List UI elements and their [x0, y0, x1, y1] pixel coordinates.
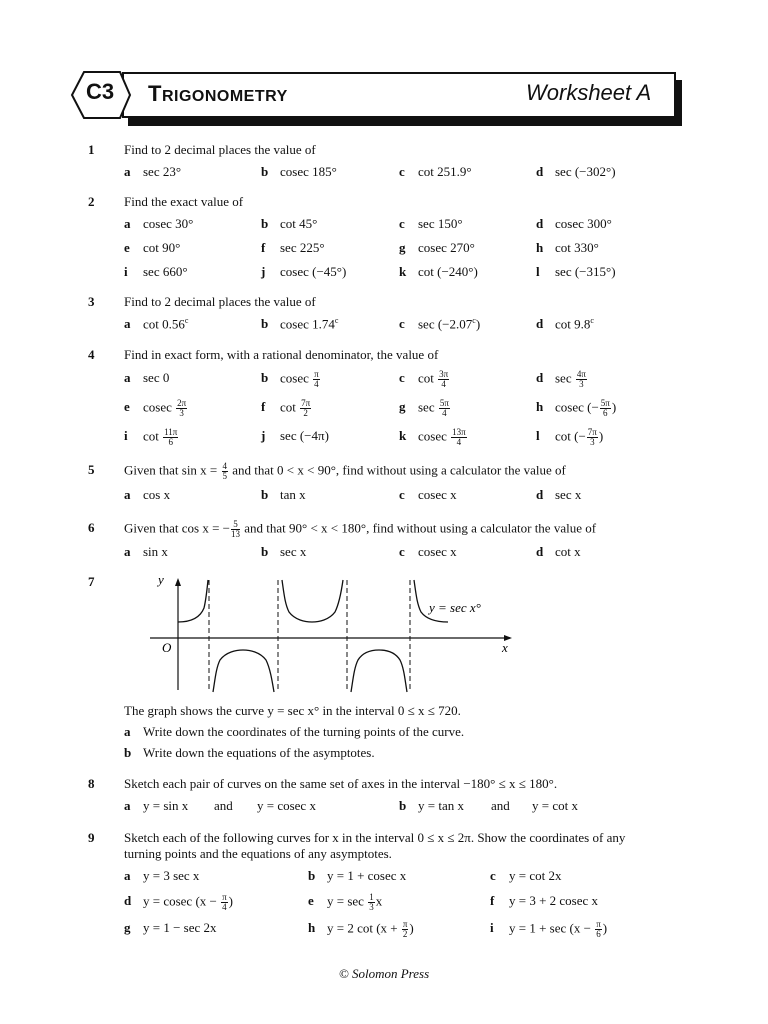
option-h: h y = 2 cot (x + $\frac{\pi}{2}$ )	[308, 919, 414, 939]
option-b: b sec x	[261, 544, 307, 559]
option-a: a y = sin x	[124, 798, 189, 813]
option-e: e cot 90°	[124, 240, 181, 255]
option-k: k cosec $\frac{13\pi}{4}$	[399, 427, 466, 447]
option-c: c cot $\frac{3\pi}{4}$	[399, 369, 449, 389]
option-row	[124, 487, 744, 503]
option-i: i cot $\frac{11\pi}{6}$	[124, 427, 178, 447]
origin-label: O	[162, 640, 172, 655]
option-l: l sec (−315°)	[536, 264, 616, 279]
curve-label: y = sec x°	[429, 600, 481, 615]
question-number: 1	[88, 142, 95, 157]
option-l: l cot (− $\frac{7\pi}{3}$ )	[536, 427, 604, 447]
question-number: 2	[88, 194, 95, 209]
option-f: f sec 225°	[261, 240, 325, 255]
option-g: g cosec 270°	[399, 240, 475, 255]
option-row	[124, 919, 744, 939]
question-stem: Find to 2 decimal places the value of	[124, 142, 316, 157]
question-stem: Sketch each pair of curves on the same set of axes in the interval −180° ≤ x ≤ 180°.	[124, 776, 558, 791]
question-number: 5	[88, 462, 95, 477]
question-number: 6	[88, 520, 95, 535]
option-a: a sec 0	[124, 370, 170, 385]
x-axis-label: x	[502, 640, 508, 655]
option-c: c sec 150°	[399, 216, 463, 231]
option-e: e y = sec $\frac{1}{3}$ x	[308, 892, 383, 912]
option-a: a cot 0.56$^c$	[124, 316, 189, 332]
question-number: 9	[88, 830, 95, 845]
question-stem: Sketch each of the following curves for x in the interval 0 ≤ x ≤ 2π. Show the coordinates of any	[124, 830, 626, 845]
question-stem: Find in exact form, with a rational denominator, the value of	[124, 347, 439, 362]
option-a: a y = 3 sec x	[124, 868, 200, 883]
question-stem-cont: turning points and the equations of any asymptotes.	[124, 846, 392, 861]
curve-branch	[351, 650, 407, 692]
option-row	[124, 398, 744, 418]
option-d: d sec (−302°)	[536, 164, 616, 179]
option-d: d cot 9.8$^c$	[536, 316, 594, 332]
worksheet-label: Worksheet A	[526, 80, 652, 105]
option-a-second: y = cosec x	[257, 798, 316, 813]
option-b: b cosec $\frac{\pi}{4}$	[261, 369, 319, 389]
curve-branch	[178, 580, 208, 622]
question-stem: Given that cos x = − $\frac{5}{13}$ and that 90° < x < 180°, find without using a calculator the value of	[124, 519, 597, 539]
option-row	[124, 264, 744, 280]
question-stem: Find the exact value of	[124, 194, 244, 209]
option-a: a sin x	[124, 544, 168, 559]
option-b: b cosec 1.74$^c$	[261, 316, 339, 332]
option-k: k cot (−240°)	[399, 264, 478, 279]
option-a: a cosec 30°	[124, 216, 194, 231]
option-b: b y = tan x	[399, 798, 464, 813]
option-row	[124, 798, 744, 814]
question-stem: Given that sin x = $\frac{4}{5}$ and that 0 < x < 90°, find without using a calculator the value of	[124, 461, 566, 481]
curve-branch	[213, 650, 274, 692]
option-d: d sec $\frac{4\pi}{3}$	[536, 369, 586, 389]
option-j: j sec (−4π)	[261, 428, 329, 443]
and-label: and	[491, 798, 510, 813]
option-f: f y = 3 + 2 cosec x	[490, 893, 599, 908]
part-a: a Write down the coordinates of the turning points of the curve.	[124, 724, 465, 739]
question-number: 3	[88, 294, 95, 309]
y-axis-arrow-icon	[175, 578, 181, 586]
option-h: h cosec (− $\frac{5\pi}{6}$ )	[536, 398, 617, 418]
option-row	[124, 164, 744, 180]
option-g: g sec $\frac{5\pi}{4}$	[399, 398, 449, 418]
option-b: b cosec 185°	[261, 164, 337, 179]
option-row	[124, 427, 744, 447]
question-number: 4	[88, 347, 95, 362]
option-c: c cosec x	[399, 487, 457, 502]
option-i: i y = 1 + sec (x − $\frac{\pi}{6}$ )	[490, 919, 608, 939]
option-a: a cos x	[124, 487, 171, 502]
option-c: c sec (−2.07$^c$)	[399, 316, 481, 332]
option-c: c cosec x	[399, 544, 457, 559]
option-i: i sec 660°	[124, 264, 188, 279]
option-c: c y = cot 2x	[490, 868, 562, 883]
question-stem: The graph shows the curve y = sec x° in the interval 0 ≤ x ≤ 720.	[124, 703, 461, 718]
option-j: j cosec (−45°)	[261, 264, 347, 279]
option-d: d sec x	[536, 487, 582, 502]
option-g: g y = 1 − sec 2x	[124, 920, 217, 935]
question-number: 7	[88, 574, 95, 589]
option-c: c cot 251.9°	[399, 164, 472, 179]
option-d: d cosec 300°	[536, 216, 612, 231]
part-b: b Write down the equations of the asymptotes.	[124, 745, 375, 760]
option-b: b tan x	[261, 487, 306, 502]
chapter-code: C3	[85, 79, 115, 104]
option-row	[124, 216, 744, 232]
option-f: f cot $\frac{7\pi}{2}$	[261, 398, 311, 418]
option-b-second: y = cot x	[532, 798, 578, 813]
option-row	[124, 892, 744, 912]
option-b: b y = 1 + cosec x	[308, 868, 407, 883]
page-title: TRIGONOMETRY	[148, 81, 288, 106]
option-e: e cosec $\frac{2\pi}{3}$	[124, 398, 187, 418]
curve-branch	[282, 580, 343, 622]
y-axis-label: y	[158, 572, 164, 587]
option-a: a sec 23°	[124, 164, 182, 179]
footer-copyright: © Solomon Press	[338, 966, 430, 981]
and-label: and	[214, 798, 233, 813]
option-row	[124, 316, 744, 332]
option-h: h cot 330°	[536, 240, 599, 255]
option-d: d y = cosec (x − $\frac{\pi}{4}$ )	[124, 892, 234, 912]
option-row	[124, 369, 744, 389]
option-row	[124, 240, 744, 256]
option-b: b cot 45°	[261, 216, 318, 231]
option-row	[124, 544, 744, 560]
question-number: 8	[88, 776, 95, 791]
option-row	[124, 868, 744, 884]
sec-curve-graph	[148, 570, 518, 694]
question-stem: Find to 2 decimal places the value of	[124, 294, 316, 309]
option-d: d cot x	[536, 544, 581, 559]
